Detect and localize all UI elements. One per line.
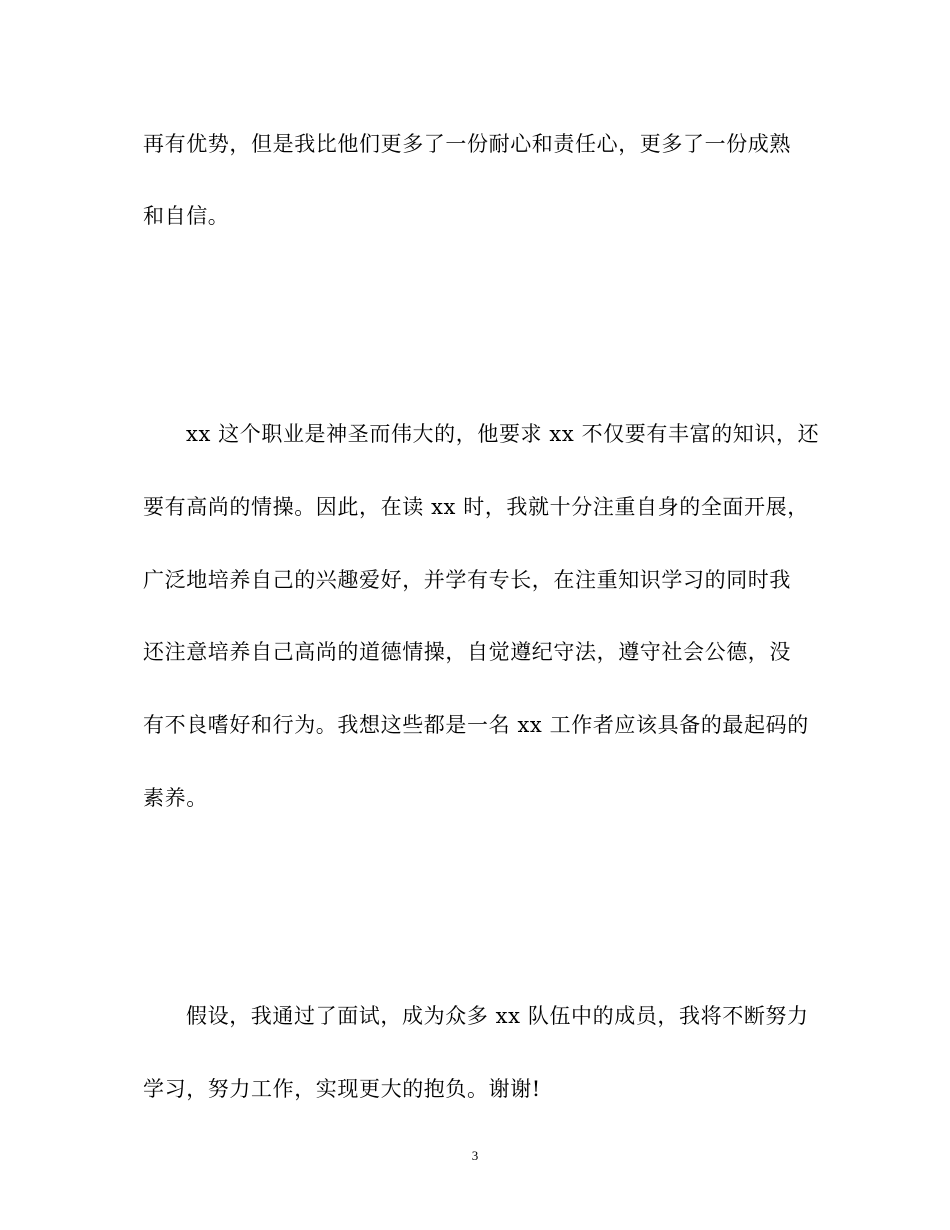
paragraph-2-line-5: 有不良嗜好和行为。我想这些都是一名 xx 工作者应该具备的最起码的: [143, 713, 809, 737]
paragraph-2-line-4: 还注意培养自己高尚的道德情操，自觉遵纪守法，遵守社会公德，没: [143, 640, 791, 664]
paragraph-1-line-2: 和自信。: [143, 204, 230, 228]
paragraph-2-line-2: 要有高尚的情操。因此，在读 xx 时，我就十分注重自身的全面开展，: [143, 495, 809, 519]
page-number: 3: [471, 1148, 479, 1163]
paragraph-3-line-1: 假设，我通过了面试，成为众多 xx 队伍中的成员，我将不断努力: [186, 1004, 809, 1028]
paragraph-2-line-3: 广泛地培养自己的兴趣爱好，并学有专长，在注重知识学习的同时我: [143, 568, 791, 592]
paragraph-2-line-6: 素养。: [143, 786, 208, 810]
paragraph-2-line-1: xx 这个职业是神圣而伟大的，他要求 xx 不仅要有丰富的知识，还: [186, 422, 820, 446]
paragraph-3-line-2: 学习，努力工作，实现更大的抱负。谢谢!: [143, 1077, 541, 1101]
paragraph-1-line-1: 再有优势，但是我比他们更多了一份耐心和责任心，更多了一份成熟: [143, 132, 791, 156]
